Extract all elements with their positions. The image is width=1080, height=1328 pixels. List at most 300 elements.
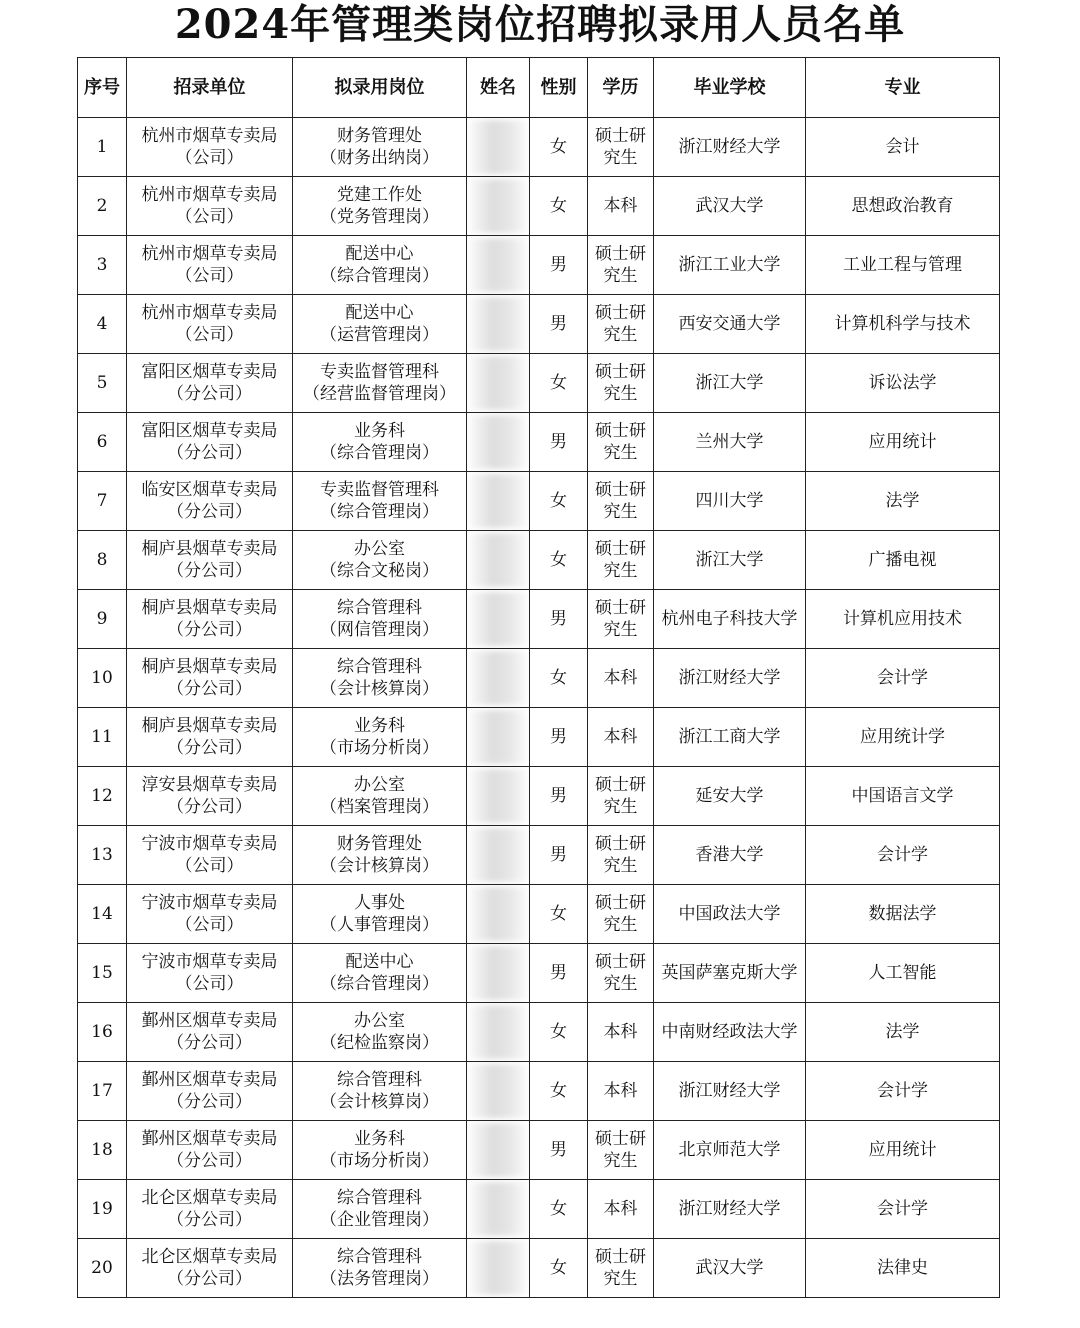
cell-post-text: （会计核算岗） bbox=[320, 1092, 439, 1112]
cell-school bbox=[654, 1239, 806, 1298]
cell-name-redacted bbox=[467, 1062, 530, 1121]
redaction-blur bbox=[471, 946, 527, 1000]
redaction-blur bbox=[471, 1005, 527, 1059]
cell-post-text: （财务出纳岗） bbox=[320, 148, 439, 168]
redaction-blur bbox=[471, 120, 527, 174]
cell-no bbox=[78, 236, 127, 295]
redaction-blur bbox=[471, 356, 527, 410]
cell-major bbox=[806, 413, 1000, 472]
cell-gender bbox=[530, 1062, 588, 1121]
table-row bbox=[78, 295, 1000, 354]
redaction-blur bbox=[471, 828, 527, 882]
cell-education-text: 硕士研 bbox=[595, 1247, 646, 1267]
cell-education bbox=[588, 1239, 654, 1298]
cell-post-text: （运营管理岗） bbox=[320, 325, 439, 345]
page-title: 2024年管理类岗位招聘拟录用人员名单 bbox=[174, 1, 906, 48]
header-school: 毕业学校 bbox=[654, 58, 806, 118]
cell-no-text: 4 bbox=[96, 314, 108, 334]
redaction-blur bbox=[471, 710, 527, 764]
cell-education-text: 硕士研 bbox=[595, 834, 646, 854]
cell-school-text: 浙江大学 bbox=[695, 550, 764, 570]
cell-major-text: 会计学 bbox=[877, 1081, 928, 1101]
cell-gender-text: 女 bbox=[550, 1199, 567, 1219]
cell-education-text: 本科 bbox=[603, 1081, 638, 1101]
cell-unit-text: （分公司） bbox=[167, 738, 252, 758]
cell-no bbox=[78, 826, 127, 885]
cell-school bbox=[654, 826, 806, 885]
cell-unit-text: （分公司） bbox=[167, 797, 252, 817]
cell-no-text: 2 bbox=[96, 196, 108, 216]
cell-school bbox=[654, 944, 806, 1003]
cell-unit bbox=[127, 1121, 293, 1180]
redaction-blur bbox=[471, 1241, 527, 1295]
cell-education-text: 本科 bbox=[603, 196, 638, 216]
cell-education-text: 究生 bbox=[603, 561, 638, 581]
cell-unit bbox=[127, 708, 293, 767]
cell-unit bbox=[127, 295, 293, 354]
cell-education-text: 本科 bbox=[603, 668, 638, 688]
header-major: 专业 bbox=[806, 58, 1000, 118]
cell-school-text: 浙江大学 bbox=[695, 373, 764, 393]
cell-major-text: 思想政治教育 bbox=[851, 196, 954, 216]
table-row bbox=[78, 118, 1000, 177]
cell-education bbox=[588, 649, 654, 708]
redaction-blur bbox=[471, 415, 527, 469]
table-row bbox=[78, 1180, 1000, 1239]
cell-major bbox=[806, 767, 1000, 826]
cell-gender bbox=[530, 767, 588, 826]
cell-major bbox=[806, 1003, 1000, 1062]
cell-post-text: 业务科 bbox=[354, 1129, 405, 1149]
cell-major-text: 应用统计 bbox=[868, 432, 937, 452]
cell-gender bbox=[530, 826, 588, 885]
cell-post-text: 人事处 bbox=[354, 893, 405, 913]
cell-unit bbox=[127, 354, 293, 413]
cell-post-text: （综合管理岗） bbox=[320, 443, 439, 463]
cell-unit-text: （分公司） bbox=[167, 1269, 252, 1289]
cell-unit-text: （分公司） bbox=[167, 1210, 252, 1230]
cell-school-text: 浙江工业大学 bbox=[678, 255, 781, 275]
cell-school-text: 西安交通大学 bbox=[678, 314, 781, 334]
cell-no bbox=[78, 118, 127, 177]
cell-major-text: 会计学 bbox=[877, 845, 928, 865]
cell-education bbox=[588, 472, 654, 531]
cell-unit bbox=[127, 531, 293, 590]
cell-school-text: 浙江财经大学 bbox=[678, 1199, 781, 1219]
cell-education bbox=[588, 1062, 654, 1121]
cell-no bbox=[78, 1239, 127, 1298]
cell-unit-text: 北仑区烟草专卖局 bbox=[141, 1247, 278, 1267]
table-row bbox=[78, 413, 1000, 472]
cell-no bbox=[78, 177, 127, 236]
cell-post-text: 综合管理科 bbox=[337, 1247, 422, 1267]
cell-post bbox=[293, 1239, 467, 1298]
cell-school-text: 北京师范大学 bbox=[678, 1140, 781, 1160]
cell-post-text: 综合管理科 bbox=[337, 598, 422, 618]
cell-post bbox=[293, 413, 467, 472]
cell-education-text: 硕士研 bbox=[595, 598, 646, 618]
cell-unit-text: （公司） bbox=[175, 974, 244, 994]
cell-unit-text: 杭州市烟草专卖局 bbox=[141, 303, 278, 323]
cell-major bbox=[806, 826, 1000, 885]
candidate-table bbox=[77, 57, 1000, 1298]
table-row bbox=[78, 590, 1000, 649]
cell-gender bbox=[530, 944, 588, 1003]
header-row bbox=[78, 58, 1000, 118]
cell-unit-text: 淳安县烟草专卖局 bbox=[141, 775, 278, 795]
header-gender: 性别 bbox=[530, 58, 588, 118]
cell-education bbox=[588, 354, 654, 413]
cell-post bbox=[293, 1180, 467, 1239]
cell-gender-text: 女 bbox=[550, 137, 567, 157]
cell-name-redacted bbox=[467, 472, 530, 531]
cell-post-text: 专卖监督管理科 bbox=[320, 480, 439, 500]
cell-name-redacted bbox=[467, 1003, 530, 1062]
cell-major bbox=[806, 531, 1000, 590]
cell-education-text: 硕士研 bbox=[595, 952, 646, 972]
cell-major-text: 法学 bbox=[885, 491, 920, 511]
cell-school-text: 延安大学 bbox=[695, 786, 764, 806]
cell-name-redacted bbox=[467, 531, 530, 590]
cell-post bbox=[293, 1121, 467, 1180]
cell-post-text: 综合管理科 bbox=[337, 1188, 422, 1208]
cell-unit-text: 桐庐县烟草专卖局 bbox=[141, 539, 278, 559]
cell-post-text: 办公室 bbox=[354, 539, 405, 559]
cell-major-text: 广播电视 bbox=[868, 550, 937, 570]
cell-major-text: 工业工程与管理 bbox=[843, 255, 962, 275]
cell-school-text: 武汉大学 bbox=[695, 196, 764, 216]
cell-major-text: 法律史 bbox=[877, 1258, 928, 1278]
cell-education bbox=[588, 885, 654, 944]
cell-gender-text: 女 bbox=[550, 1258, 567, 1278]
cell-school bbox=[654, 767, 806, 826]
cell-education-text: 硕士研 bbox=[595, 1129, 646, 1149]
cell-gender-text: 男 bbox=[550, 314, 567, 334]
cell-education bbox=[588, 767, 654, 826]
cell-school-text: 四川大学 bbox=[695, 491, 764, 511]
cell-unit-text: （分公司） bbox=[167, 384, 252, 404]
header-unit: 招录单位 bbox=[127, 58, 293, 118]
cell-education-text: 究生 bbox=[603, 1269, 638, 1289]
cell-gender bbox=[530, 1003, 588, 1062]
cell-unit bbox=[127, 826, 293, 885]
cell-post bbox=[293, 885, 467, 944]
cell-unit bbox=[127, 236, 293, 295]
cell-gender-text: 男 bbox=[550, 727, 567, 747]
cell-education-text: 究生 bbox=[603, 1151, 638, 1171]
cell-education-text: 究生 bbox=[603, 502, 638, 522]
cell-education bbox=[588, 118, 654, 177]
cell-education-text: 究生 bbox=[603, 620, 638, 640]
cell-unit-text: （分公司） bbox=[167, 1151, 252, 1171]
cell-post bbox=[293, 472, 467, 531]
cell-school-text: 中国政法大学 bbox=[678, 904, 781, 924]
table-row bbox=[78, 354, 1000, 413]
cell-no-text: 3 bbox=[96, 255, 108, 275]
table-row bbox=[78, 177, 1000, 236]
table-row bbox=[78, 649, 1000, 708]
cell-school bbox=[654, 413, 806, 472]
cell-unit bbox=[127, 472, 293, 531]
table-row bbox=[78, 708, 1000, 767]
redaction-blur bbox=[471, 297, 527, 351]
header-post: 拟录用岗位 bbox=[293, 58, 467, 118]
cell-unit bbox=[127, 118, 293, 177]
cell-no bbox=[78, 944, 127, 1003]
redaction-blur bbox=[471, 1064, 527, 1118]
cell-gender-text: 男 bbox=[550, 845, 567, 865]
cell-unit bbox=[127, 767, 293, 826]
cell-gender-text: 男 bbox=[550, 786, 567, 806]
cell-gender-text: 女 bbox=[550, 1022, 567, 1042]
cell-name-redacted bbox=[467, 1180, 530, 1239]
cell-post-text: （会计核算岗） bbox=[320, 856, 439, 876]
cell-no bbox=[78, 1003, 127, 1062]
cell-major-text: 会计学 bbox=[877, 668, 928, 688]
redaction-blur bbox=[471, 769, 527, 823]
cell-name-redacted bbox=[467, 1121, 530, 1180]
cell-school bbox=[654, 649, 806, 708]
cell-unit-text: （公司） bbox=[175, 856, 244, 876]
cell-unit-text: 桐庐县烟草专卖局 bbox=[141, 598, 278, 618]
cell-school-text: 杭州电子科技大学 bbox=[661, 609, 798, 629]
cell-school bbox=[654, 118, 806, 177]
cell-unit-text: 富阳区烟草专卖局 bbox=[141, 362, 278, 382]
table-row bbox=[78, 472, 1000, 531]
cell-post-text: （经营监督管理岗） bbox=[303, 384, 456, 404]
redaction-blur bbox=[471, 887, 527, 941]
cell-no-text: 18 bbox=[91, 1140, 113, 1160]
cell-no-text: 16 bbox=[91, 1022, 113, 1042]
cell-education bbox=[588, 531, 654, 590]
table-row bbox=[78, 1062, 1000, 1121]
cell-no-text: 17 bbox=[91, 1081, 113, 1101]
cell-post-text: 配送中心 bbox=[345, 244, 414, 264]
cell-no bbox=[78, 1121, 127, 1180]
cell-unit bbox=[127, 177, 293, 236]
cell-unit bbox=[127, 413, 293, 472]
cell-post-text: （纪检监察岗） bbox=[320, 1033, 439, 1053]
cell-major-text: 中国语言文学 bbox=[851, 786, 954, 806]
cell-school bbox=[654, 472, 806, 531]
redaction-blur bbox=[471, 1123, 527, 1177]
cell-education bbox=[588, 413, 654, 472]
cell-major bbox=[806, 236, 1000, 295]
cell-gender-text: 女 bbox=[550, 904, 567, 924]
cell-no bbox=[78, 590, 127, 649]
cell-post-text: （综合文秘岗） bbox=[320, 561, 439, 581]
cell-no bbox=[78, 1180, 127, 1239]
cell-major-text: 会计学 bbox=[877, 1199, 928, 1219]
cell-post bbox=[293, 354, 467, 413]
cell-post-text: （企业管理岗） bbox=[320, 1210, 439, 1230]
cell-post bbox=[293, 531, 467, 590]
cell-no-text: 8 bbox=[96, 550, 108, 570]
cell-gender bbox=[530, 590, 588, 649]
cell-gender-text: 女 bbox=[550, 373, 567, 393]
cell-no bbox=[78, 767, 127, 826]
cell-unit-text: 鄞州区烟草专卖局 bbox=[141, 1129, 278, 1149]
cell-gender-text: 男 bbox=[550, 1140, 567, 1160]
cell-no-text: 10 bbox=[91, 668, 113, 688]
cell-school-text: 香港大学 bbox=[695, 845, 764, 865]
cell-unit bbox=[127, 649, 293, 708]
cell-name-redacted bbox=[467, 354, 530, 413]
cell-unit-text: （分公司） bbox=[167, 1033, 252, 1053]
cell-name-redacted bbox=[467, 177, 530, 236]
cell-post bbox=[293, 177, 467, 236]
cell-major bbox=[806, 1180, 1000, 1239]
cell-post-text: 配送中心 bbox=[345, 303, 414, 323]
cell-post-text: （综合管理岗） bbox=[320, 974, 439, 994]
cell-school bbox=[654, 531, 806, 590]
cell-name-redacted bbox=[467, 236, 530, 295]
cell-school-text: 浙江财经大学 bbox=[678, 137, 781, 157]
cell-education-text: 本科 bbox=[603, 1022, 638, 1042]
table-row bbox=[78, 1003, 1000, 1062]
table-row bbox=[78, 1239, 1000, 1298]
cell-post-text: 综合管理科 bbox=[337, 1070, 422, 1090]
table-row bbox=[78, 944, 1000, 1003]
cell-school bbox=[654, 885, 806, 944]
cell-major bbox=[806, 590, 1000, 649]
cell-post bbox=[293, 118, 467, 177]
cell-post bbox=[293, 767, 467, 826]
table-row bbox=[78, 236, 1000, 295]
cell-unit-text: 富阳区烟草专卖局 bbox=[141, 421, 278, 441]
cell-education-text: 硕士研 bbox=[595, 303, 646, 323]
redaction-blur bbox=[471, 474, 527, 528]
cell-gender-text: 男 bbox=[550, 432, 567, 452]
cell-no-text: 5 bbox=[96, 373, 108, 393]
cell-education-text: 硕士研 bbox=[595, 775, 646, 795]
redaction-blur bbox=[471, 179, 527, 233]
cell-unit-text: 宁波市烟草专卖局 bbox=[141, 834, 278, 854]
cell-post bbox=[293, 1003, 467, 1062]
cell-post-text: 业务科 bbox=[354, 421, 405, 441]
cell-school bbox=[654, 236, 806, 295]
cell-post-text: 财务管理处 bbox=[337, 126, 422, 146]
cell-major bbox=[806, 177, 1000, 236]
cell-education-text: 究生 bbox=[603, 856, 638, 876]
cell-no bbox=[78, 413, 127, 472]
cell-name-redacted bbox=[467, 413, 530, 472]
cell-post-text: （综合管理岗） bbox=[320, 502, 439, 522]
cell-post-text: （市场分析岗） bbox=[320, 1151, 439, 1171]
cell-education-text: 硕士研 bbox=[595, 480, 646, 500]
cell-post bbox=[293, 295, 467, 354]
cell-unit-text: 杭州市烟草专卖局 bbox=[141, 126, 278, 146]
cell-major-text: 诉讼法学 bbox=[868, 373, 937, 393]
cell-unit-text: 宁波市烟草专卖局 bbox=[141, 952, 278, 972]
cell-education-text: 究生 bbox=[603, 148, 638, 168]
cell-unit bbox=[127, 590, 293, 649]
cell-no-text: 19 bbox=[91, 1199, 113, 1219]
cell-unit bbox=[127, 1062, 293, 1121]
cell-unit-text: 鄞州区烟草专卖局 bbox=[141, 1011, 278, 1031]
cell-post-text: （市场分析岗） bbox=[320, 738, 439, 758]
cell-unit-text: （公司） bbox=[175, 207, 244, 227]
cell-major bbox=[806, 708, 1000, 767]
cell-education bbox=[588, 236, 654, 295]
cell-post-text: （人事管理岗） bbox=[320, 915, 439, 935]
cell-education-text: 究生 bbox=[603, 325, 638, 345]
cell-unit-text: （分公司） bbox=[167, 620, 252, 640]
cell-gender-text: 男 bbox=[550, 609, 567, 629]
cell-school-text: 英国萨塞克斯大学 bbox=[661, 963, 798, 983]
cell-no bbox=[78, 472, 127, 531]
cell-unit-text: （分公司） bbox=[167, 1092, 252, 1112]
cell-gender-text: 女 bbox=[550, 550, 567, 570]
cell-post-text: 财务管理处 bbox=[337, 834, 422, 854]
cell-name-redacted bbox=[467, 295, 530, 354]
cell-no-text: 12 bbox=[91, 786, 113, 806]
cell-unit-text: （公司） bbox=[175, 148, 244, 168]
table-row bbox=[78, 885, 1000, 944]
cell-post bbox=[293, 826, 467, 885]
cell-post-text: 业务科 bbox=[354, 716, 405, 736]
cell-school bbox=[654, 590, 806, 649]
cell-education-text: 究生 bbox=[603, 443, 638, 463]
cell-post-text: （会计核算岗） bbox=[320, 679, 439, 699]
cell-unit-text: （公司） bbox=[175, 266, 244, 286]
table-row bbox=[78, 826, 1000, 885]
header-education: 学历 bbox=[588, 58, 654, 118]
cell-gender-text: 女 bbox=[550, 491, 567, 511]
cell-unit-text: （分公司） bbox=[167, 679, 252, 699]
cell-unit-text: （分公司） bbox=[167, 502, 252, 522]
cell-gender bbox=[530, 413, 588, 472]
cell-unit bbox=[127, 885, 293, 944]
cell-no-text: 15 bbox=[91, 963, 113, 983]
cell-school bbox=[654, 177, 806, 236]
cell-education bbox=[588, 590, 654, 649]
cell-major bbox=[806, 649, 1000, 708]
cell-unit-text: 鄞州区烟草专卖局 bbox=[141, 1070, 278, 1090]
cell-gender bbox=[530, 236, 588, 295]
cell-school bbox=[654, 295, 806, 354]
cell-major bbox=[806, 1121, 1000, 1180]
cell-education-text: 究生 bbox=[603, 797, 638, 817]
cell-major-text: 应用统计 bbox=[868, 1140, 937, 1160]
table-body bbox=[78, 118, 1000, 1298]
cell-school-text: 中南财经政法大学 bbox=[661, 1022, 798, 1042]
cell-education bbox=[588, 1003, 654, 1062]
cell-no bbox=[78, 708, 127, 767]
cell-major bbox=[806, 885, 1000, 944]
cell-no bbox=[78, 649, 127, 708]
cell-unit-text: 桐庐县烟草专卖局 bbox=[141, 657, 278, 677]
cell-unit bbox=[127, 1239, 293, 1298]
cell-education bbox=[588, 944, 654, 1003]
table-row bbox=[78, 531, 1000, 590]
cell-education-text: 本科 bbox=[603, 1199, 638, 1219]
cell-post-text: 专卖监督管理科 bbox=[320, 362, 439, 382]
cell-no-text: 14 bbox=[91, 904, 113, 924]
cell-gender bbox=[530, 354, 588, 413]
cell-education-text: 硕士研 bbox=[595, 539, 646, 559]
cell-no-text: 6 bbox=[96, 432, 108, 452]
cell-unit-text: 临安区烟草专卖局 bbox=[141, 480, 278, 500]
cell-school bbox=[654, 708, 806, 767]
cell-major-text: 人工智能 bbox=[868, 963, 937, 983]
cell-post bbox=[293, 649, 467, 708]
cell-gender bbox=[530, 1239, 588, 1298]
cell-name-redacted bbox=[467, 590, 530, 649]
cell-no bbox=[78, 295, 127, 354]
cell-no bbox=[78, 531, 127, 590]
cell-name-redacted bbox=[467, 944, 530, 1003]
